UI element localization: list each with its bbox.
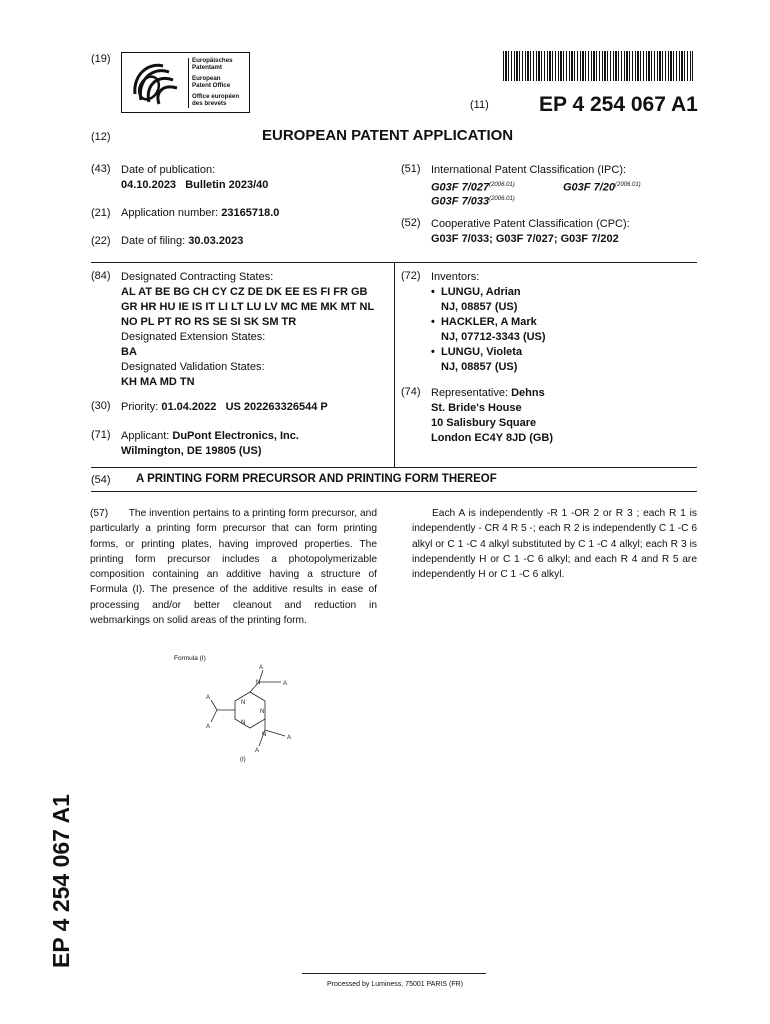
ipc-code-1: G03F 7/027 <box>431 181 490 194</box>
validation-states-label: Designated Validation States: <box>121 361 265 373</box>
inventor-item: • HACKLER, A Mark <box>431 316 537 328</box>
atom-n: N <box>262 732 267 738</box>
cpc-value: G03F 7/033; G03F 7/027; G03F 7/202 <box>431 233 619 245</box>
ipc-code-1-version: (2006.01) <box>489 182 515 188</box>
atom-n: N <box>256 680 261 686</box>
publication-date-value: 04.10.2023 Bulletin 2023/40 <box>121 179 269 191</box>
box-divider <box>394 262 395 467</box>
ipc-code-2-version: (2006.01) <box>614 182 641 188</box>
extension-states-value: BA <box>121 346 137 358</box>
side-publication-number: EP 4 254 067 A1 <box>48 794 74 968</box>
atom-a: A <box>283 681 288 687</box>
inventors-label: Inventors: <box>431 271 480 283</box>
validation-states-value: KH MA MD TN <box>121 376 195 388</box>
epo-logo <box>121 52 250 113</box>
inventor-name: HACKLER, A Mark <box>440 316 537 328</box>
abstract-definitions: Each A is independently -R 1 -OR 2 or R 3 ; each R 1 is independently - CR 4 R 5 -; each R 2 is independently C 1 -C 6 alkyl or C 1 -C 4 alkyl substituted by C 1 -C 4 alkyl; each R 3 is independently H or C 1 -C 6 alkyl; and each R 4 and R 5 are independently H or C 1 -C 6 alkyl. <box>412 508 697 581</box>
filing-date-value: 30.03.2023 <box>188 235 244 247</box>
atom-n: N <box>241 720 246 726</box>
atom-a: A <box>206 724 211 730</box>
atom-n: N <box>241 700 246 706</box>
application-number-label: Application number: <box>121 207 219 219</box>
inid-43: (43) <box>91 163 111 175</box>
logo-text-2: Patentamt <box>192 64 222 71</box>
logo-text-5: Office européen <box>192 93 240 100</box>
inventor-name: LUNGU, Adrian <box>440 286 521 298</box>
applicant-label: Applicant: <box>121 430 170 442</box>
inid-30: (30) <box>91 400 111 412</box>
logo-text-3: European <box>192 75 221 82</box>
atom-a: A <box>206 695 211 701</box>
epo-emblem-icon <box>125 54 185 112</box>
inventor-address: NJ, 07712-3343 (US) <box>441 331 546 343</box>
inventor-address: NJ, 08857 (US) <box>441 361 518 373</box>
application-number-value: 23165718.0 <box>221 207 280 219</box>
representative-address-2: 10 Salisbury Square <box>431 417 537 429</box>
logo-text-6: des brevets <box>192 100 227 107</box>
title-bottom-line <box>91 491 697 492</box>
ipc-label: International Patent Classification (IPC): <box>431 164 627 176</box>
abstract-right <box>412 506 697 582</box>
abstract-text: The invention pertains to a printing form precursor, and particularly a printing form precursor that can form printing forms, or printing plates, having improved properties. The printing form precursor includes a photopolymerizable composition containing an additive having a structure of Formula (I). The presence of the additive results in ease of processing and/or better cleanout and reduction in webmarkings on solid areas of the printing form. <box>90 508 377 627</box>
contracting-states-label: Designated Contracting States: <box>121 271 274 283</box>
logo-text-4: Patent Office <box>192 82 231 89</box>
logo-text-1: Europäisches <box>192 57 233 64</box>
representative-address-1: St. Bride's House <box>431 402 522 414</box>
ipc-code-3: G03F 7/033 <box>431 195 490 208</box>
footer-text: Processed by Luminess, 75001 PARIS (FR) <box>326 981 464 988</box>
invention-title: A PRINTING FORM PRECURSOR AND PRINTING FORM THEREOF <box>136 473 497 485</box>
extension-states-label: Designated Extension States: <box>121 331 266 343</box>
representative-label: Representative: <box>431 387 509 399</box>
contracting-states-line-3: NO PL PT RO RS SE SI SK SM TR <box>121 316 297 328</box>
inid-72: (72) <box>401 270 421 282</box>
atom-n: N <box>260 709 265 715</box>
filing-date-label: Date of filing: <box>121 235 186 247</box>
contracting-states-line-2: GR HR HU IE IS IT LI LT LU LV MC ME MK MT NL <box>121 301 375 313</box>
inventor-address: NJ, 08857 (US) <box>441 301 518 313</box>
publication-date-label: Date of publication: <box>121 164 216 176</box>
applicant-name: DuPont Electronics, Inc. <box>172 430 299 442</box>
inventor-name: LUNGU, Violeta <box>440 346 523 358</box>
inventor-item: • LUNGU, Violeta <box>431 346 523 358</box>
atom-a: A <box>287 735 292 741</box>
publication-number: EP 4 254 067 A1 <box>539 93 698 116</box>
inid-11: (11) <box>470 99 489 111</box>
ipc-code-3-version: (2006.01) <box>489 196 515 202</box>
footer-line <box>302 973 486 974</box>
inid-12: (12) <box>91 131 111 143</box>
inid-51: (51) <box>401 163 421 175</box>
ipc-code-2: G03F 7/20 <box>563 181 615 194</box>
inid-19: (19) <box>91 53 111 65</box>
box-bottom-line <box>91 467 697 468</box>
atom-a: A <box>255 748 260 754</box>
formula-caption: (I) <box>240 757 246 763</box>
priority-label: Priority: <box>121 401 159 413</box>
priority-value: 01.04.2022 US 202263326544 P <box>161 401 328 413</box>
contracting-states-line-1: AL AT BE BG CH CY CZ DE DK EE ES FI FR GB <box>121 286 368 298</box>
formula-structure-diagram <box>195 660 305 770</box>
cpc-label: Cooperative Patent Classification (CPC): <box>431 218 630 230</box>
barcode <box>503 51 693 81</box>
atom-a: A <box>259 665 264 671</box>
inventor-item: • LUNGU, Adrian <box>431 286 521 298</box>
inid-57: (57) <box>90 508 109 519</box>
inid-54: (54) <box>91 474 111 486</box>
inid-74: (74) <box>401 386 421 398</box>
inid-52: (52) <box>401 217 421 229</box>
inid-21: (21) <box>91 207 111 219</box>
document-type: EUROPEAN PATENT APPLICATION <box>262 127 514 144</box>
formula-label: Formula (I) <box>174 655 206 662</box>
inid-84: (84) <box>91 270 111 282</box>
inid-71: (71) <box>91 429 111 441</box>
representative-name: Dehns <box>511 387 545 399</box>
abstract-left <box>90 506 377 628</box>
applicant-address: Wilmington, DE 19805 (US) <box>121 445 262 457</box>
inid-22: (22) <box>91 235 111 247</box>
representative-address-3: London EC4Y 8JD (GB) <box>431 432 554 444</box>
